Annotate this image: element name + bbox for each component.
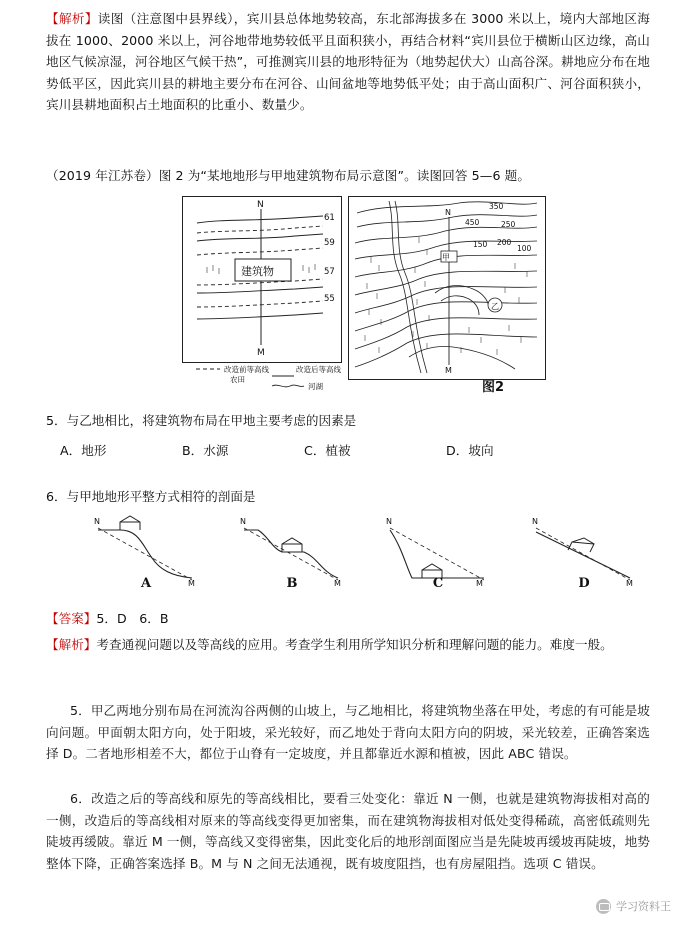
profile-choice-c[interactable] [372, 514, 504, 592]
explanation-text-2: 考查通视问题以及等高线的应用。考查学生利用所学知识分析和理解问题的能力。难度一般。 [96, 637, 613, 652]
svg-text:M: M [626, 579, 633, 588]
answer-block [46, 608, 650, 627]
detail-6-text: 改造之后的等高线和原先的等高线相比，要看三处变化：靠近 N 一侧，也就是建筑物海拔相对高的一侧，改造后的等高线相对原来的等高线变得更加密集，而在建筑物海拔相对低处变得稀疏，高密低疏则先陡坡再缓陂。靠近 M 一侧，等高线又变得密集，因此变化后的地形剖面图应当是先陡坡再缓坡再陡坡，地势整体下降，正确答案选择 B。M 与 N 之间无法通视，既有坡度阻挡，也有房屋阻挡。选项 C 错误。 [46, 791, 650, 871]
svg-text:M: M [257, 348, 265, 358]
svg-text:农田: 农田 [230, 375, 245, 384]
detail-6-number: 6． [70, 791, 92, 806]
question-5-options [60, 440, 650, 459]
svg-text:改造后等高线: 改造后等高线 [296, 365, 341, 374]
detail-block-5 [46, 700, 650, 765]
svg-text:M: M [445, 366, 452, 375]
profile-choices [80, 514, 650, 608]
explanation-block-2 [46, 634, 650, 653]
svg-text:M: M [476, 579, 483, 588]
detail-block-6 [46, 788, 650, 874]
detail-5-number: 5． [70, 703, 91, 718]
option-b-text: 水源 [203, 443, 229, 458]
svg-text:N: N [94, 517, 100, 526]
option-a[interactable] [60, 440, 178, 459]
question-6-stem: 与甲地地形平整方式相符的剖面是 [66, 489, 256, 504]
explanation-tag-2: 【解析】 [46, 637, 97, 652]
svg-text:河湖: 河湖 [308, 382, 323, 391]
profile-b-label: B [286, 576, 298, 591]
question-6-number: 6． [46, 489, 67, 504]
figure-left-panel [182, 196, 342, 363]
option-a-key: A． [60, 443, 82, 458]
detail-5-text: 甲乙两地分别布局在河流沟谷两侧的山坡上，与乙地相比，将建筑物坐落在甲处，考虑的有可能是坡向问题。甲面朝太阳方向，处于阳坡，采光较好，而乙地处于背向太阳方向的阴坡，采光较差，正确答案选择 D。二者地形相差不大，都位于山脊有一定坡度，并且都靠近水源和植被，因此 ABC 错误。 [46, 703, 650, 761]
left-panel-svg [183, 197, 339, 360]
figure-caption: 图2 [482, 380, 505, 395]
profile-choice-b[interactable] [226, 514, 358, 592]
option-b-key: B． [182, 443, 204, 458]
profile-choice-d[interactable] [518, 514, 650, 592]
svg-text:57: 57 [324, 267, 335, 277]
question-5 [46, 410, 650, 431]
figure-right-panel [348, 196, 546, 380]
profile-c-label: C [432, 576, 444, 591]
figure-legend [194, 362, 344, 396]
svg-text:甲: 甲 [442, 253, 450, 262]
svg-text:乙: 乙 [491, 302, 499, 311]
svg-text:N: N [386, 517, 392, 526]
svg-text:N: N [257, 200, 264, 210]
source-line: （2019 年江苏卷）图 2 为“某地地形与甲地建筑物布局示意图”。读图回答 5—6 题。 [46, 168, 531, 183]
svg-text:改造前等高线: 改造前等高线 [224, 365, 269, 374]
svg-text:55: 55 [324, 294, 335, 304]
option-d-text: 坡向 [468, 443, 494, 458]
answer-text: 5．D 6．B [96, 611, 169, 626]
profile-d-label: D [578, 576, 590, 591]
watermark-text: 学习资料王 [616, 900, 671, 913]
wechat-icon [596, 899, 611, 914]
svg-text:M: M [188, 579, 195, 588]
detail-paragraph-6 [46, 788, 650, 874]
svg-text:100: 100 [517, 244, 532, 253]
answer-tag: 【答案】 [46, 611, 97, 626]
svg-text:350: 350 [489, 202, 504, 211]
profile-choice-a[interactable] [80, 514, 212, 592]
figure-2 [182, 196, 544, 395]
option-d[interactable] [446, 440, 493, 459]
svg-text:450: 450 [465, 218, 480, 227]
source-line-block [46, 165, 650, 187]
option-d-key: D． [446, 443, 469, 458]
svg-text:200: 200 [497, 238, 512, 247]
explanation-paragraph-1 [46, 8, 650, 116]
svg-text:250: 250 [501, 220, 516, 229]
option-c-key: C． [304, 443, 326, 458]
question-6 [46, 486, 650, 505]
svg-text:150: 150 [473, 240, 488, 249]
svg-text:M: M [334, 579, 341, 588]
explanation-tag-1: 【解析】 [46, 11, 98, 26]
svg-text:61: 61 [324, 213, 335, 223]
option-b[interactable] [182, 440, 300, 459]
explanation-text-1: 读图（注意图中县界线），宾川县总体地势较高，东北部海拔多在 3000 米以上，境内大部地区海拔在 1000、2000 米以上，河谷地带地势较低平且面积狭小，再结合材料“宾川县位于横断山区边缘，高山地区气候凉湿，河谷地区气候干热”，可推测宾川县的地形特征为（地势起伏大）山高谷深。耕地应分布在地势低平区，因此宾川县的耕地主要分布在河谷、山间盆地等地势低平处；由于高山面积广、河谷面积狭小，宾川县耕地面积占土地面积的比重小、数量少。 [46, 11, 650, 112]
watermark [596, 898, 671, 914]
svg-text:N: N [240, 517, 246, 526]
svg-text:59: 59 [324, 238, 335, 248]
option-c-text: 植被 [325, 443, 351, 458]
svg-text:N: N [445, 208, 451, 217]
svg-text:N: N [532, 517, 538, 526]
legend-svg [194, 362, 344, 392]
explanation-block-1 [46, 8, 650, 116]
detail-paragraph-5 [46, 700, 650, 765]
right-panel-svg [349, 197, 543, 377]
profile-a-label: A [140, 576, 152, 591]
option-c[interactable] [304, 440, 442, 459]
option-a-text: 地形 [81, 443, 107, 458]
question-5-stem: 与乙地相比，将建筑物布局在甲地主要考虑的因素是 [66, 413, 357, 428]
question-5-number: 5． [46, 413, 67, 428]
svg-text:建筑物: 建筑物 [241, 265, 274, 278]
